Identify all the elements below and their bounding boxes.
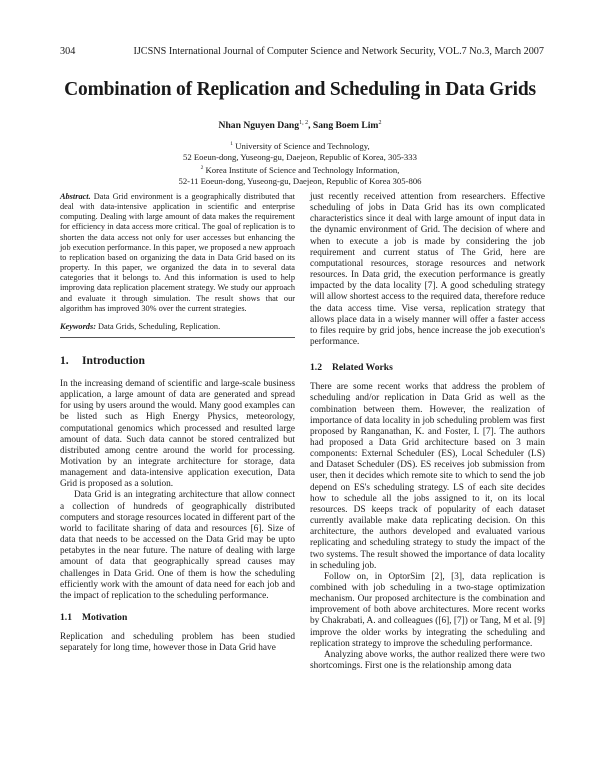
abstract bbox=[60, 192, 295, 314]
paper-title: Combination of Replication and Scheduling in Data Grids bbox=[64, 79, 536, 100]
paragraph: just recently received attention from researchers. Effective scheduling of jobs in Data Grid has its own complicated characteristics since it deal with large amount of input data in the dynamic environment of Grid. The decision of where and when to execute a job is made by considering the job requirement and current status of The Grid, here are computational resources, storage resources and network resources. In Data grid, the execution performance is greatly impacted by the data locality [7]. A good scheduling strategy will allow shortest access to the required data, therefore reduce the data access time. Vise versa, replication strategy that allows place data in a wisely manner will offer a faster access to files require by grid jobs, hence increase the job execution's performance. bbox=[310, 192, 545, 348]
paragraph: Analyzing above works, the author realized there were two shortcomings. First one is the relationship among data bbox=[310, 649, 545, 672]
author-line: Nhan Nguyen Dang$^{1, 2}$, Sang Boem Lim$^2$ bbox=[218, 120, 382, 132]
page-number: 304 bbox=[60, 46, 76, 57]
keywords-text: Data Grids, Scheduling, Replication. bbox=[98, 321, 221, 331]
section-heading-introduction: 1. Introduction bbox=[60, 353, 145, 367]
paragraph: There are some recent works that address the problem of scheduling and/or replication in Data Grid as well as the combination between them. However, the realization of importance of data locality in job scheduling problem was first proposed by Ranganathan, K. and Foster, I. [7]. The authors had proposed a Data Grid architecture based on 3 main components: External Scheduler (ES), Local Scheduler (LS) and Dataset Scheduler (DS). ES receives job submission from user, then it decides which remote site to which to send the job depend on ES's scheduling strategy. LS of each site decides how to schedule all the jobs assigned to it, on its local resources. DS keeps track of popularity of each dataset currently available make data replicating decision. On this architecture, the authors developed and evaluated various replicating and scheduling strategy to study the impact of the two systems. The result showed the importance of data locality in scheduling job. bbox=[310, 382, 545, 571]
right-column bbox=[310, 192, 545, 672]
affiliation-2-address: 52-11 Eoeun-dong, Yuseong-gu, Daejeon, Republic of Korea 305-806 bbox=[178, 175, 422, 186]
author-name: Nhan Nguyen Dang bbox=[218, 120, 300, 132]
subsection-heading-motivation: 1.1 Motivation bbox=[60, 612, 128, 623]
author-affiliation-mark: 2 bbox=[378, 120, 382, 126]
author-name: Sang Boem Lim bbox=[312, 120, 379, 132]
left-column bbox=[60, 192, 295, 654]
affiliation-1: $^1$ University of Science and Technology, bbox=[230, 140, 370, 151]
affiliation-2: $^2$ Korea Institute of Science and Technology Information, bbox=[200, 164, 400, 175]
abstract-text: Data Grid environment is a geographically distributed that deal with data-intensive application in scientific and enterprise computing. Dealing with large amount of data makes the requirement for efficiency in data access more critical. The goal of replication is to shorten the data access not only for user accesses but enhancing the job execution performance. In this paper, we proposed a new approach to replication based on organizing the data in Data Grid based on its property. In this paper, we organized the data in to several data categories that it belongs to. And this information is used to help improving data replication placement strategy. We study our approach and evaluate it through simulation. The result shows that our algorithm has improved 30% over the current strategies. bbox=[60, 192, 295, 313]
affiliations bbox=[60, 139, 540, 187]
subsection-heading-related-works: 1.2 Related Works bbox=[310, 362, 393, 374]
paragraph: Replication and scheduling problem has been studied separately for long time, however those in Data Grid have bbox=[60, 632, 295, 654]
affiliation-1-address: 52 Eoeun-dong, Yuseong-gu, Daejeon, Republic of Korea, 305-333 bbox=[183, 151, 417, 162]
divider bbox=[60, 337, 295, 338]
paragraph: Data Grid is an integrating architecture that allow connect a collection of hundreds of geographically distributed computers and storage resources located in different part of the world to facilitate sharing of data and resources [6]. Size of data that needs to be accessed on the Data Grid may be upto petabytes in the near future. The nature of dealing with large amount of data that geographically spread causes may challenges in Data Grid. One of them is how the scheduling efficiently work with the amount of data need for each job and the impact of replication to the scheduling performance. bbox=[60, 490, 295, 601]
abstract-label: Abstract. bbox=[60, 192, 91, 201]
running-header bbox=[60, 46, 544, 60]
author-affiliation-mark: 1, 2 bbox=[299, 120, 309, 126]
paragraph: In the increasing demand of scientific and large-scale business application, a large amount of data are generated and spread for using by users around the would. Many good examples can be listed such as High Energy Physics, meteorology, computational genomics which processed and resulted large amount of data. Such data cannot be stored centralized but distributed among centre around the world for processing. Motivation by an integrate architecture for storage, data management and data-intensive application execution, Data Grid is proposed as a solution. bbox=[60, 378, 295, 490]
paragraph: Follow on, in OptorSim [2], [3], data replication is combined with job scheduling in a two-stage optimization mechanism. Our proposed architecture is the combination and improvement of both above architectures. More recent works by Chakrabati, A. and colleagues ([6], [7]) or Tang, M et al. [9] improve the older works by integrating the scheduling and replication strategy to improve the scheduling performance. bbox=[310, 571, 545, 649]
keywords bbox=[60, 322, 295, 331]
keywords-label: Keywords: bbox=[60, 321, 96, 331]
journal-title: IJCSNS International Journal of Computer Science and Network Security, VOL.7 No.3, March 2007 bbox=[133, 46, 544, 57]
